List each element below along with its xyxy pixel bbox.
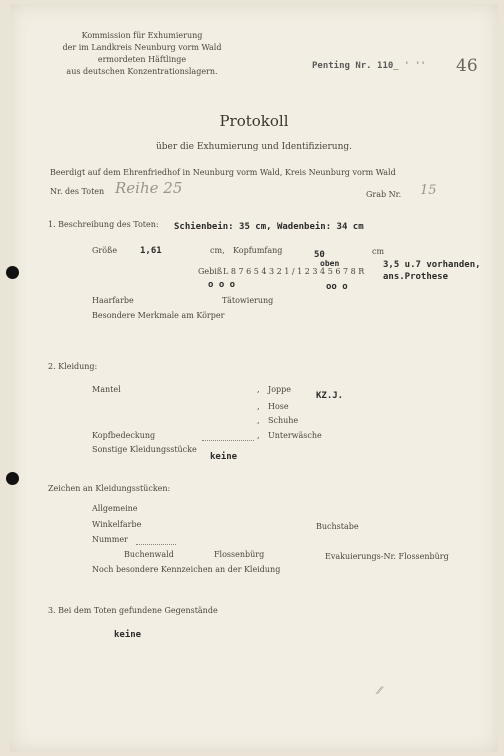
other-marks-label: Noch besondere Kennzeichen an der Kleidung — [92, 565, 281, 574]
section2-heading: 2. Kleidung: — [48, 362, 98, 371]
underwear-label: Unterwäsche — [268, 431, 322, 440]
found-items-value: keine — [114, 630, 142, 640]
page-number: 46 — [456, 56, 478, 76]
section1-heading: 1. Beschreibung des Toten: — [48, 220, 159, 229]
letter-label: Buchstabe — [316, 522, 359, 531]
punch-hole — [6, 266, 19, 279]
grave-number-value: 15 — [420, 183, 437, 198]
height-value: 1,61 — [140, 246, 162, 256]
evacuation-number-label: Evakuierungs-Nr. Flossenbürg — [325, 552, 449, 561]
document-page — [10, 4, 498, 752]
org-line: ermordeten Häftlinge — [97, 55, 187, 64]
burial-location: Beerdigt auf dem Ehrenfriedhof in Neunburg vorm Wald, Kreis Neunburg vorm Wald — [50, 168, 396, 177]
dead-number-label: Nr. des Toten — [50, 187, 105, 196]
teeth-label: Gebiß — [198, 267, 223, 276]
reference-label: Penting Nr. 110 — [312, 61, 394, 71]
clothing-marks-heading: Zeichen an Kleidungsstücken: — [48, 484, 171, 493]
comma: , — [257, 402, 260, 411]
bone-measurements: Schienbein: 35 cm, Wadenbein: 34 cm — [174, 222, 364, 232]
document-title: Protokoll — [219, 112, 289, 130]
jacket-value: KZ.J. — [316, 391, 344, 401]
org-line: aus deutschen Konzentrationslagern. — [66, 67, 218, 76]
height-label: Größe — [92, 246, 118, 255]
head-unit: cm — [372, 247, 385, 256]
shoes-label: Schuhe — [268, 416, 299, 425]
height-unit: cm, — [210, 246, 225, 255]
general-label: Allgemeine — [92, 504, 138, 513]
number-line — [136, 544, 176, 545]
section3-heading: 3. Bei dem Toten gefundene Gegenstände — [48, 606, 218, 615]
teeth-note-1: 3,5 u.7 vorhanden, — [383, 260, 481, 270]
dead-number-value: Reihe 25 — [115, 179, 183, 197]
grave-number-label: Grab Nr. — [366, 190, 402, 199]
commission-header — [52, 30, 232, 78]
body-marks-label: Besondere Merkmale am Körper — [92, 311, 225, 320]
pencil-mark: ⁄⁄ — [378, 686, 382, 697]
headwear-label: Kopfbedeckung — [92, 431, 156, 440]
teeth-marks-right: oo o — [326, 282, 348, 292]
document-subtitle: über die Exhumierung und Identifizierung. — [156, 142, 352, 152]
flossenbuerg-label: Flossenbürg — [214, 550, 265, 559]
org-line: der im Landkreis Neunburg vorm Wald — [62, 43, 222, 52]
trousers-label: Hose — [268, 402, 289, 411]
comma: , — [257, 385, 260, 394]
headwear-line — [202, 440, 254, 441]
angle-color-label: Winkelfarbe — [92, 520, 142, 529]
jacket-label: Joppe — [268, 385, 291, 394]
other-clothing-label: Sonstige Kleidungsstücke — [92, 445, 197, 454]
other-clothing-value: keine — [210, 452, 238, 462]
teeth-upper-note: oben — [320, 259, 340, 268]
number-label: Nummer — [92, 535, 128, 544]
org-line: Kommission für Exhumierung — [81, 31, 203, 40]
coat-label: Mantel — [92, 385, 121, 394]
teeth-marks-left: o o o — [208, 280, 236, 290]
hair-label: Haarfarbe — [92, 296, 134, 305]
tattoo-label: Tätowierung — [222, 296, 274, 305]
head-label: Kopfumfang — [233, 246, 283, 255]
reference-number — [312, 61, 426, 71]
head-value: 50 — [314, 250, 325, 260]
comma: , — [257, 416, 260, 425]
reference-suffix: _ ' '' — [393, 61, 426, 71]
punch-hole — [6, 472, 19, 485]
buchenwald-label: Buchenwald — [124, 550, 174, 559]
comma: , — [257, 431, 260, 440]
teeth-note-2: ans.Prothese — [383, 272, 449, 282]
teeth-row: L 8 7 6 5 4 3 2 1 / 1 2 3 4 5 6 7 8 R — [223, 267, 365, 276]
